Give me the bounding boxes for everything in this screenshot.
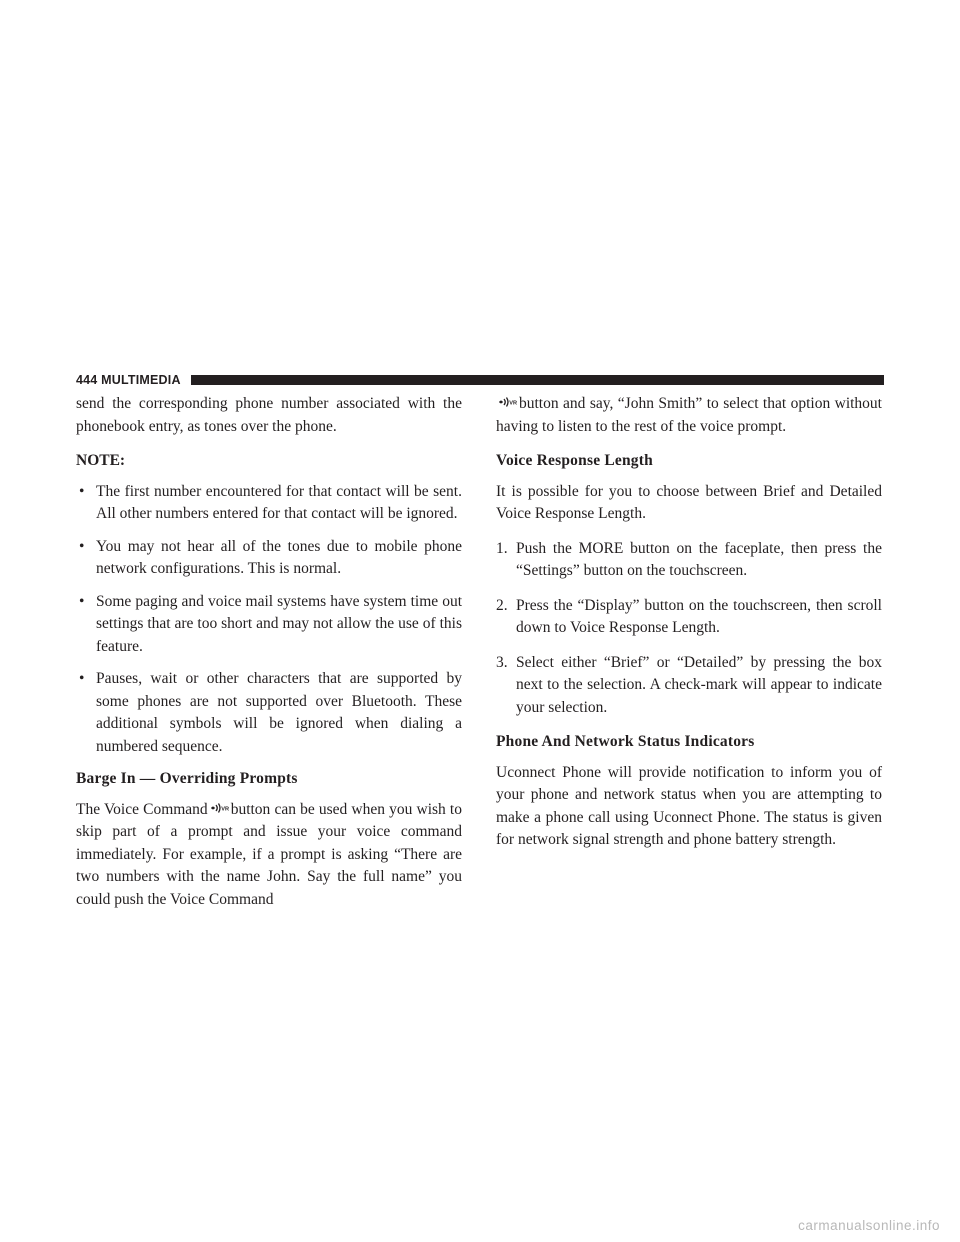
barge-in-paragraph	[76, 799, 462, 912]
barge-continued-text: button and say, “John Smith” to select that option without having to listen to the rest of the voice prompt.	[496, 395, 882, 435]
step-item	[496, 652, 882, 720]
bullet-item: • The first number encountered for that contact will be sent. All other numbers entered for that contact will be ignored.	[76, 481, 462, 526]
step-item	[496, 538, 882, 583]
right-column	[496, 393, 882, 864]
step-text: Select either “Brief” or “Detailed” by pressing the box next to the selection. A check-mark will appear to indicate your selection.	[516, 653, 882, 716]
step-text: Push the MORE button on the faceplate, then press the “Settings” button on the touchscreen.	[516, 539, 882, 579]
svg-text:VR: VR	[509, 400, 518, 407]
barge-in-heading: Barge In — Overriding Prompts	[76, 770, 298, 787]
voice-response-length-intro: It is possible for you to choose between Brief and Detailed Voice Response Length.	[496, 482, 882, 522]
step-item	[496, 595, 882, 640]
bullet-item: • You may not hear all of the tones due to mobile phone network configurations. This is normal.	[76, 536, 462, 581]
barge-text-before: The Voice Command	[76, 800, 208, 818]
note-label: NOTE:	[76, 452, 126, 469]
barge-continued-paragraph	[496, 393, 882, 438]
step-number: 2.	[496, 596, 508, 614]
status-indicators-paragraph: Uconnect Phone will provide notification to inform you of your phone and network status when you are attempting to make a phone call using Uconnect Phone. The status is given for network signal strength and phone battery strength.	[496, 763, 882, 848]
header-rule	[191, 375, 884, 385]
status-indicators-heading: Phone And Network Status Indicators	[496, 733, 755, 750]
voice-command-icon	[210, 801, 230, 815]
section-title: MULTIMEDIA	[101, 373, 181, 387]
left-column	[76, 393, 462, 923]
step-text: Press the “Display” button on the touchscreen, then scroll down to Voice Response Length.	[516, 596, 882, 636]
svg-text:VR: VR	[220, 806, 229, 812]
intro-paragraph: send the corresponding phone number associated with the phonebook entry, as tones over the phone.	[76, 395, 462, 435]
page-number: 444	[76, 373, 98, 387]
step-number: 1.	[496, 539, 508, 557]
voice-command-icon	[498, 395, 518, 409]
voice-response-length-heading: Voice Response Length	[496, 452, 653, 469]
page-number-section	[76, 373, 181, 387]
watermark: carmanualsonline.info	[798, 1218, 940, 1233]
steps-list	[496, 538, 882, 720]
barge-text-after: button can be used when you wish to skip part of a prompt and issue your voice command immediately. For example, if a prompt is asking “There are two numbers with the name John. Say the full name” you could push the Voice Command	[76, 800, 462, 908]
bullet-item: • Pauses, wait or other characters that are supported by some phones are not supported over Bluetooth. These additional symbols will be ignored when dialing a numbered sequence.	[76, 668, 462, 758]
bullet-item: • Some paging and voice mail systems have system time out settings that are too short and may not allow the use of this feature.	[76, 591, 462, 659]
page-header	[76, 372, 884, 388]
note-bullet-list	[76, 481, 462, 759]
step-number: 3.	[496, 653, 508, 671]
